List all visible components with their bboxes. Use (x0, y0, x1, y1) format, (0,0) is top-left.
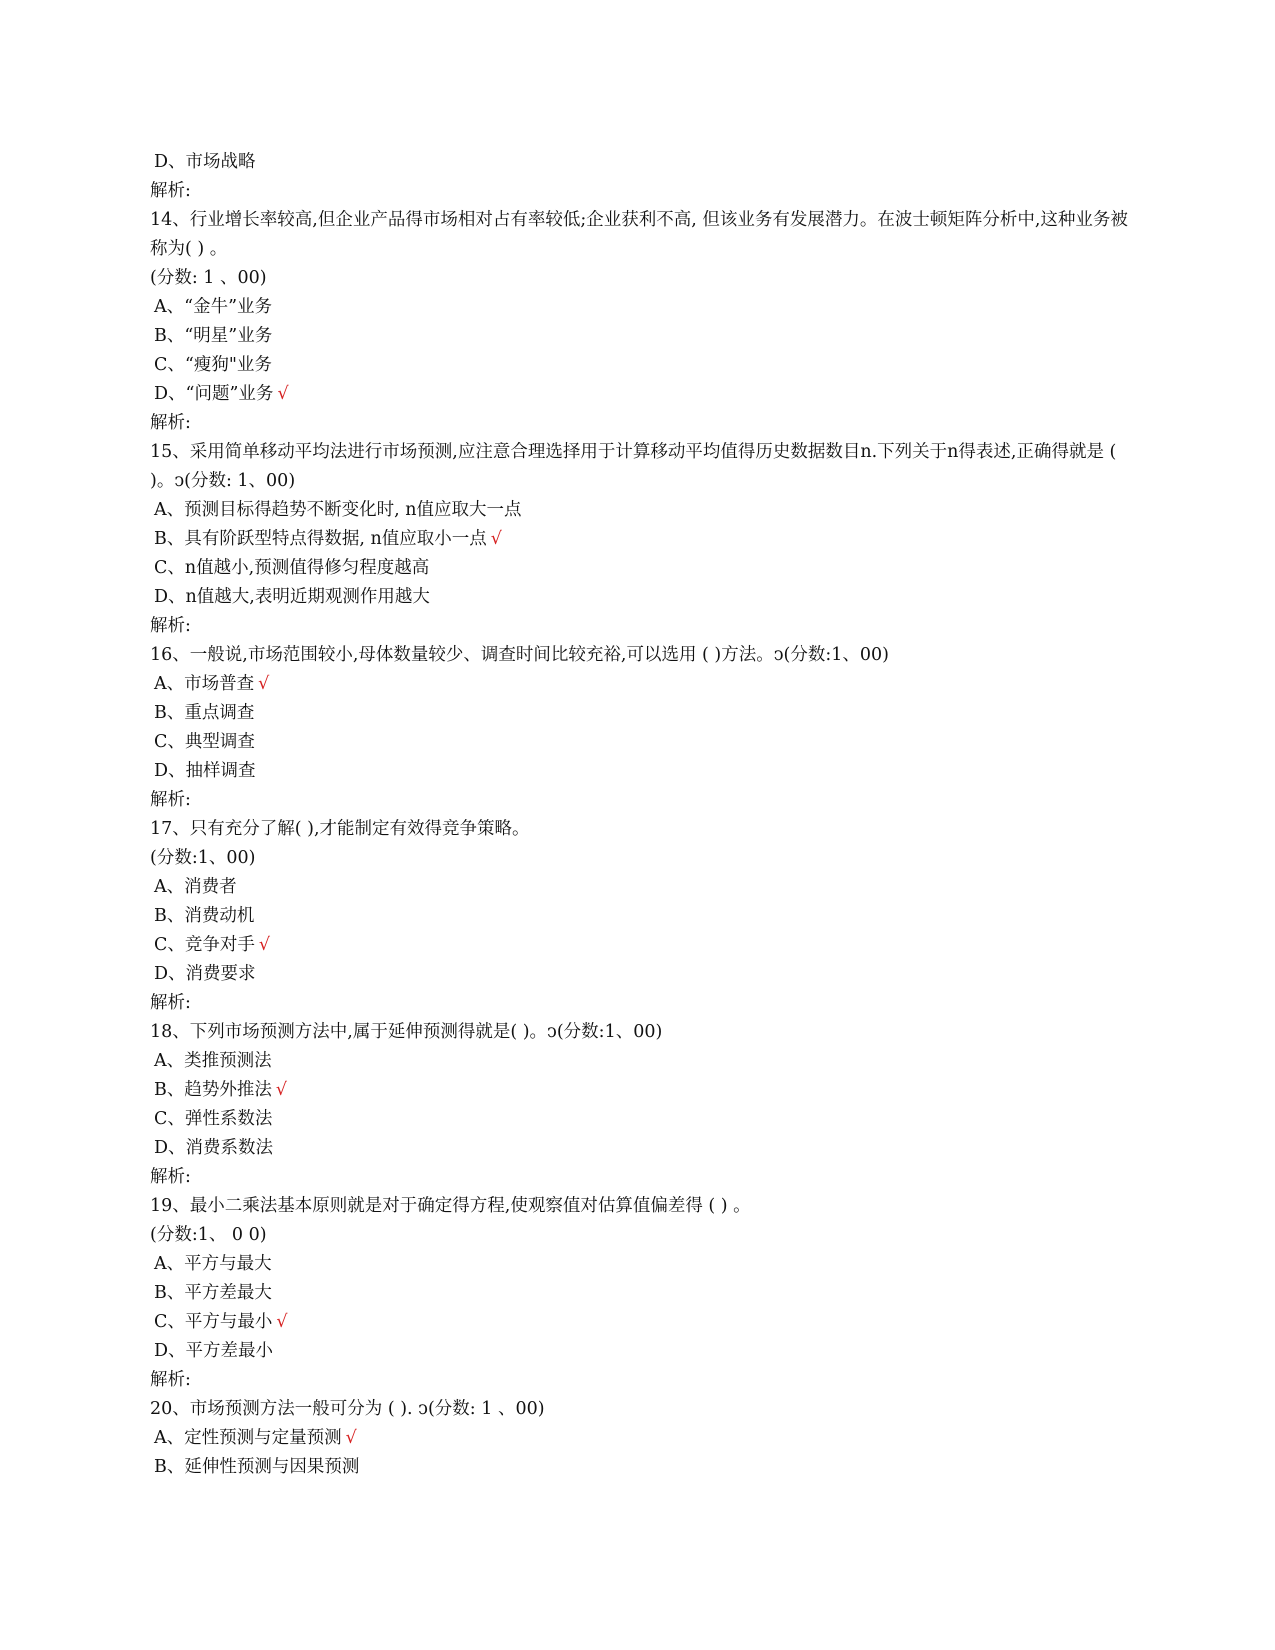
correct-answer-checkmark: √ (258, 674, 270, 694)
score-note-text: (分数: 1 、00) (150, 268, 267, 288)
answer-option (150, 699, 1130, 728)
answer-option-text: A、“金牛”业务 (154, 297, 273, 317)
analysis-label (150, 409, 1130, 438)
answer-option-text: C、典型调查 (154, 732, 255, 752)
question-stem-text: 14、行业增长率较高,但企业产品得市场相对占有率较低;企业获利不高, 但该业务有发展潜力。在波士顿矩阵分析中,这种业务被称为( ) 。 (150, 210, 1128, 259)
question-stem (150, 1395, 1130, 1424)
answer-option (150, 496, 1130, 525)
answer-option (150, 1308, 1130, 1337)
answer-option-text: B、平方差最大 (154, 1283, 272, 1303)
answer-option-text: B、重点调查 (154, 703, 255, 723)
answer-option-text: C、平方与最小 (154, 1312, 273, 1332)
analysis-label (150, 612, 1130, 641)
answer-option (150, 583, 1130, 612)
answer-option (150, 670, 1130, 699)
answer-option-text: B、趋势外推法 (154, 1080, 272, 1100)
question-stem-text: 20、市场预测方法一般可分为 ( ). ↄ(分数: 1 、00) (150, 1399, 545, 1419)
answer-option-text: D、消费系数法 (154, 1138, 274, 1158)
answer-option (150, 322, 1130, 351)
question-stem-text: 17、只有充分了解( ),才能制定有效得竞争策略。 (150, 819, 530, 839)
question-stem (150, 438, 1130, 496)
question-stem-text: 19、最小二乘法基本原则就是对于确定得方程,使观察值对估算值偏差得 ( ) 。 (150, 1196, 751, 1216)
answer-option-text: B、消费动机 (154, 906, 255, 926)
answer-option (150, 1453, 1130, 1482)
answer-option-text: A、预测目标得趋势不断变化时, n值应取大一点 (154, 500, 522, 520)
answer-option (150, 931, 1130, 960)
answer-option-text: D、抽样调查 (154, 761, 256, 781)
answer-option-text: A、消费者 (154, 877, 237, 897)
analysis-label-text: 解析: (150, 1167, 191, 1187)
answer-option-text: A、类推预测法 (154, 1051, 272, 1071)
answer-option (150, 1076, 1130, 1105)
answer-option (150, 1337, 1130, 1366)
correct-answer-checkmark: √ (258, 935, 271, 955)
analysis-label-text: 解析: (150, 413, 191, 433)
answer-option-text: A、定性预测与定量预测 (154, 1428, 342, 1448)
analysis-label (150, 786, 1130, 815)
answer-option (150, 757, 1130, 786)
answer-option (150, 525, 1130, 554)
correct-answer-checkmark: √ (275, 1080, 288, 1100)
analysis-label-text: 解析: (150, 616, 191, 636)
answer-option (150, 1105, 1130, 1134)
answer-option-text: C、n值越小,预测值得修匀程度越高 (154, 558, 430, 578)
answer-option (150, 148, 1130, 177)
score-note (150, 264, 1130, 293)
correct-answer-checkmark: √ (345, 1428, 357, 1448)
answer-option-text: D、平方差最小 (154, 1341, 274, 1361)
answer-option (150, 1134, 1130, 1163)
answer-option (150, 902, 1130, 931)
answer-option-text: D、“问题”业务 (154, 384, 274, 404)
question-stem (150, 206, 1130, 264)
analysis-label (150, 989, 1130, 1018)
answer-option (150, 1424, 1130, 1453)
correct-answer-checkmark: √ (276, 1312, 288, 1332)
question-stem (150, 1018, 1130, 1047)
score-note-text: (分数:1、 0 0) (150, 1225, 267, 1245)
analysis-label (150, 1366, 1130, 1395)
analysis-label-text: 解析: (150, 1370, 191, 1390)
question-list (150, 148, 1130, 1482)
answer-option (150, 728, 1130, 757)
answer-option-text: D、n值越大,表明近期观测作用越大 (154, 587, 430, 607)
answer-option-text: C、“瘦狗"业务 (154, 355, 272, 375)
question-stem-text: 15、采用简单移动平均法进行市场预测,应注意合理选择用于计算移动平均值得历史数据数目n.下列关于n得表述,正确得就是 ( )。ↄ(分数: 1、00) (150, 442, 1117, 491)
question-stem (150, 815, 1130, 844)
answer-option-text: D、市场战略 (154, 152, 256, 172)
answer-option (150, 351, 1130, 380)
answer-option (150, 1279, 1130, 1308)
score-note (150, 844, 1130, 873)
score-note (150, 1221, 1130, 1250)
answer-option (150, 960, 1130, 989)
answer-option-text: C、竞争对手 (154, 935, 255, 955)
analysis-label (150, 1163, 1130, 1192)
answer-option-text: B、具有阶跃型特点得数据, n值应取小一点 (154, 529, 487, 549)
score-note-text: (分数:1、00) (150, 848, 256, 868)
correct-answer-checkmark: √ (490, 529, 502, 549)
answer-option-text: B、“明星”业务 (154, 326, 273, 346)
answer-option-text: A、市场普查 (154, 674, 255, 694)
question-stem-text: 16、一般说,市场范围较小,母体数量较少、调查时间比较充裕,可以选用 ( )方法。ↄ(分数:1、00) (150, 645, 889, 665)
question-stem (150, 641, 1130, 670)
answer-option-text: B、延伸性预测与因果预测 (154, 1457, 360, 1477)
question-stem-text: 18、下列市场预测方法中,属于延伸预测得就是( )。ↄ(分数:1、00) (150, 1022, 663, 1042)
answer-option-text: A、平方与最大 (154, 1254, 272, 1274)
analysis-label (150, 177, 1130, 206)
answer-option (150, 380, 1130, 409)
analysis-label-text: 解析: (150, 993, 191, 1013)
question-stem (150, 1192, 1130, 1221)
correct-answer-checkmark: √ (277, 384, 289, 404)
answer-option (150, 1047, 1130, 1076)
answer-option-text: D、消费要求 (154, 964, 256, 984)
answer-option (150, 554, 1130, 583)
answer-option (150, 873, 1130, 902)
answer-option (150, 1250, 1130, 1279)
analysis-label-text: 解析: (150, 181, 191, 201)
answer-option (150, 293, 1130, 322)
answer-option-text: C、弹性系数法 (154, 1109, 273, 1129)
analysis-label-text: 解析: (150, 790, 191, 810)
